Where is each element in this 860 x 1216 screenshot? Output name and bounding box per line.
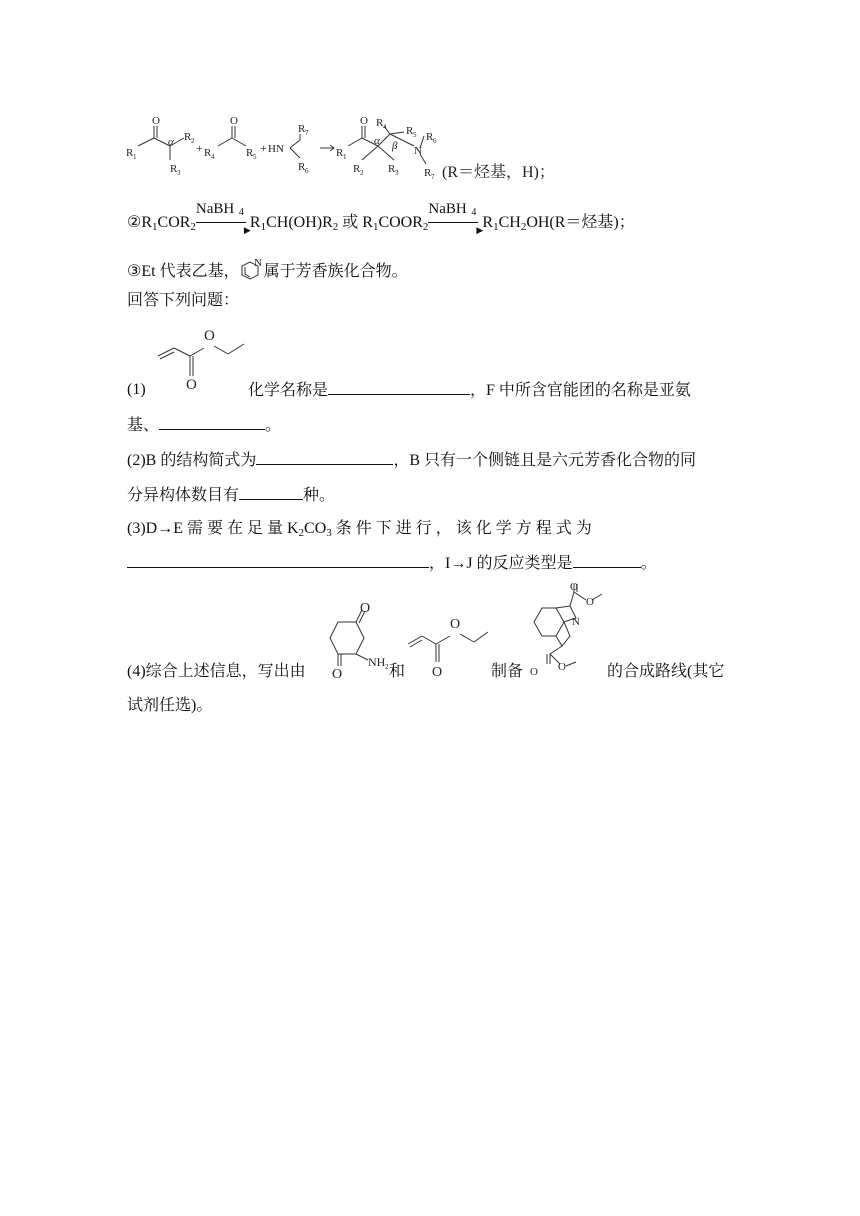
q1-line1-text: 化学名称是 ，F 中所含官能团的名称是亚氨 [248, 378, 691, 403]
svg-text:R: R [170, 163, 178, 175]
svg-text:O: O [530, 666, 538, 678]
q3-line2: ，I→J 的反应类型是 。 [127, 551, 657, 576]
q1-line2: 基、 。 [127, 413, 281, 438]
oxygen-label: O [152, 115, 160, 127]
q1-line1: (1) [127, 381, 146, 398]
reagent-arrow-2: NaBH 4 ▶ [428, 201, 484, 235]
q2-line1: (2)B 的结构简式为 ，B 只有一个侧链且是六元芳香化合物的同 [127, 448, 696, 473]
svg-text:1: 1 [133, 153, 137, 161]
q4-line1-start: (4)综合上述信息，写出由 [127, 663, 306, 680]
intro-text: 回答下列问题： [127, 292, 240, 309]
svg-text:3: 3 [395, 169, 399, 177]
svg-text:N: N [414, 145, 422, 157]
svg-text:7: 7 [431, 173, 435, 181]
svg-text:4: 4 [211, 153, 215, 161]
svg-text:2: 2 [191, 137, 195, 145]
svg-text:+: + [196, 141, 203, 155]
ring-nitrogen-label: N [572, 616, 580, 628]
carbonyl-oxygen-label: O [186, 377, 197, 393]
q4-and: 和 [389, 663, 406, 680]
svg-text:R: R [246, 147, 254, 159]
svg-text:O: O [558, 661, 566, 673]
tricyclic-diester-product [520, 578, 616, 686]
q2-answer-blank-structure[interactable] [256, 448, 393, 465]
ethyl-acrylate-structure [152, 322, 252, 394]
svg-text:R: R [388, 163, 396, 175]
svg-text:R: R [298, 123, 306, 135]
svg-text:O: O [360, 115, 368, 127]
pyridine-structure [240, 256, 264, 282]
svg-text:R: R [353, 163, 361, 175]
svg-text:6: 6 [305, 167, 309, 175]
svg-text:β: β [392, 140, 398, 152]
reagent-arrow-1: NaBH 4 ▶ [195, 201, 251, 235]
svg-text:HN: HN [268, 143, 284, 155]
svg-text:6: 6 [433, 137, 437, 145]
ethyl-acrylate-structure-2 [404, 612, 494, 682]
svg-text:4: 4 [383, 123, 387, 131]
svg-text:R: R [406, 125, 414, 137]
svg-text:O: O [432, 665, 443, 680]
q3-line1: (3)D→E 需 要 在 足 量 $K_2CO_3$ 条 件 下 进 行 ， 该 化 学 方 程 式 为 [127, 520, 592, 539]
svg-text:α: α [168, 136, 174, 148]
svg-text:2: 2 [385, 663, 389, 671]
svg-text:R: R [424, 167, 432, 179]
r1-label: R [126, 147, 134, 159]
q2-answer-blank-count[interactable] [239, 483, 303, 500]
svg-text:R: R [204, 147, 212, 159]
svg-text:7: 7 [305, 129, 309, 137]
svg-text:R: R [298, 161, 306, 173]
q2-line2: 分异构体数目有 种。 [127, 483, 335, 508]
q1-answer-blank-group[interactable] [159, 413, 265, 430]
rule-3: ③Et 代表乙基， N 属于芳香族化合物。 [127, 257, 408, 280]
q3-answer-blank-equation[interactable] [127, 551, 429, 568]
amine-label: NH [368, 655, 386, 669]
svg-text:N: N [253, 257, 262, 269]
svg-text:O: O [570, 581, 578, 593]
q4-prepare: 制备 [491, 663, 524, 680]
q4-line1-end: 的合成路线(其它 [607, 663, 725, 680]
svg-text:2: 2 [360, 169, 364, 177]
q1-answer-blank-name[interactable] [328, 378, 470, 395]
q4-line2: 试剂任选)。 [127, 697, 213, 714]
svg-text:5: 5 [413, 131, 417, 139]
ketone-oxygen-top: O [360, 601, 371, 616]
svg-text:+: + [260, 141, 267, 155]
rule1-suffix: (R＝烃基，H)； [442, 164, 555, 181]
ketone-oxygen-bottom: O [332, 667, 343, 682]
svg-text:O: O [230, 115, 238, 127]
svg-text:O: O [586, 596, 594, 608]
aminocyclohexanedione-structure [318, 598, 390, 682]
svg-text:α: α [374, 135, 380, 147]
rule-2: $②R_1COR_2$ NaBH 4 ▶ $R_1CH(OH)R_2$ 或 $R_1COOR_2$ NaBH 4 ▶ $R_1CH_2OH(R=$烃基)； [127, 201, 635, 235]
svg-text:R: R [426, 131, 434, 143]
ester-oxygen-label: O [204, 328, 215, 344]
q3-answer-blank-reaction-type[interactable] [573, 551, 641, 568]
svg-text:3: 3 [177, 169, 181, 177]
svg-text:O: O [450, 617, 461, 632]
svg-text:R: R [184, 131, 192, 143]
svg-text:R: R [376, 117, 384, 129]
reaction-scheme-1 [124, 112, 564, 184]
svg-text:1: 1 [343, 153, 347, 161]
svg-text:5: 5 [253, 153, 257, 161]
svg-text:R: R [336, 147, 344, 159]
